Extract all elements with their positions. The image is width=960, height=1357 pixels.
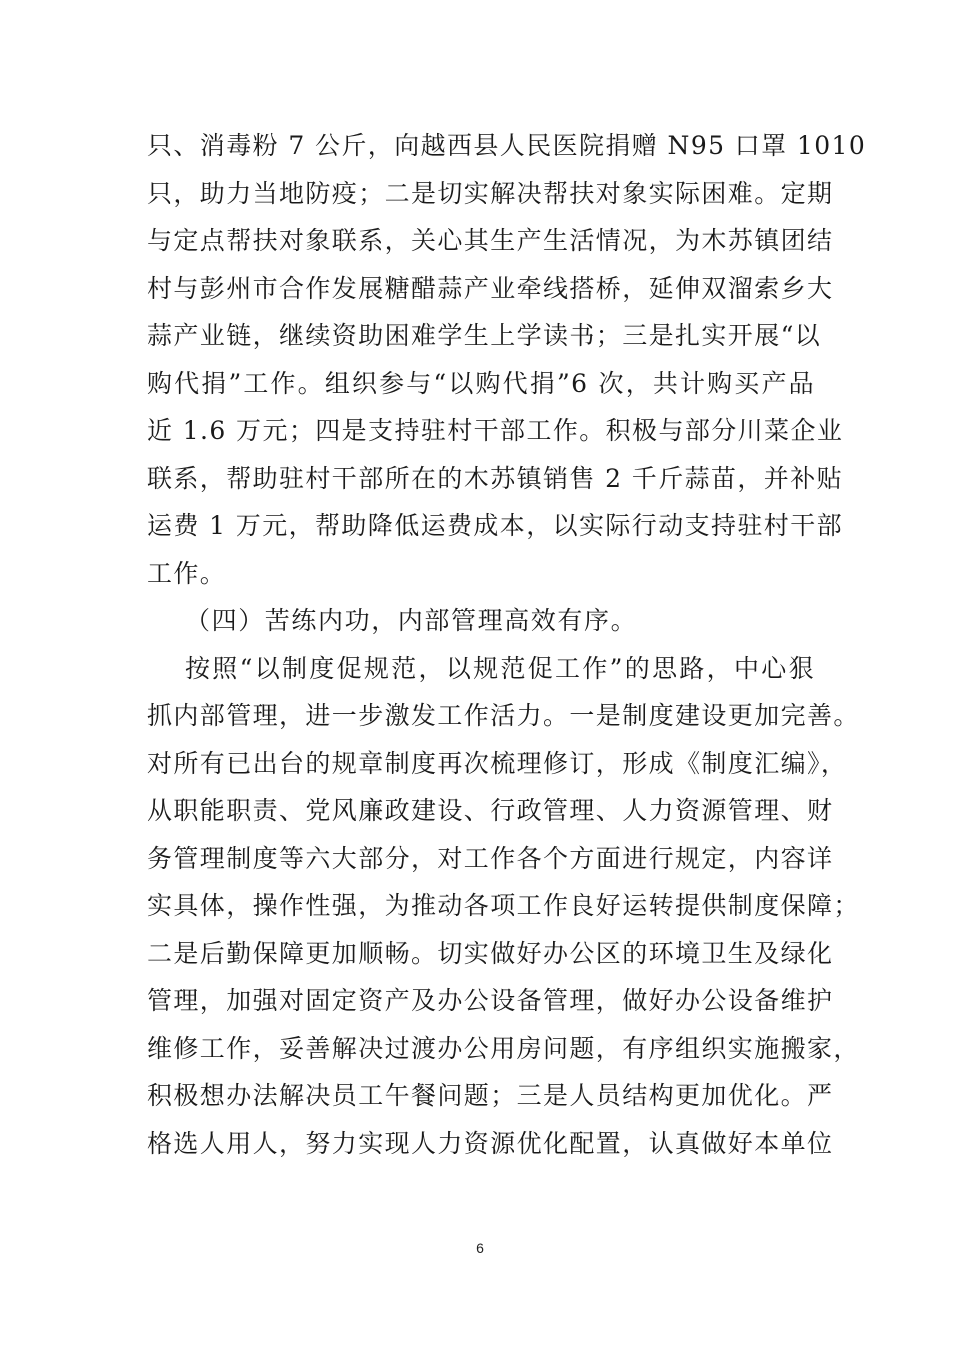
text-line: 只、消毒粉 7 公斤，向越西县人民医院捐赠 N95 口罩 1010: [147, 131, 867, 160]
text-line: 近 1.6 万元；四是支持驻村干部工作。积极与部分川菜企业: [147, 416, 844, 445]
text-line: 联系，帮助驻村干部所在的木苏镇销售 2 千斤蒜苗，并补贴: [147, 463, 844, 493]
body-text: [147, 122, 867, 1167]
text-line: 蒜产业链，继续资助困难学生上学读书；三是扎实开展“以: [147, 321, 822, 350]
text-line: 购代捐”工作。组织参与“以购代捐”6 次，共计购买产品: [147, 368, 815, 398]
text-line: 管理，加强对固定资产及办公设备管理，做好办公设备维护: [147, 986, 834, 1015]
text-line: 对所有已出台的规章制度再次梳理修订，形成《制度汇编》，: [147, 748, 848, 778]
text-line: 工作。: [147, 558, 227, 588]
text-line: 维修工作，妥善解决过渡办公用房问题，有序组织实施搬家，: [147, 1033, 860, 1063]
text-line: 二是后勤保障更加顺畅。切实做好办公区的环境卫生及绿化: [147, 938, 834, 968]
text-line: 只，助力当地防疫；二是切实解决帮扶对象实际困难。定期: [147, 178, 834, 208]
text-line: 格选人用人，努力实现人力资源优化配置，认真做好本单位: [147, 1128, 834, 1158]
text-line: 抓内部管理，进一步激发工作活力。一是制度建设更加完善。: [147, 701, 860, 730]
text-line: 积极想办法解决员工午餐问题；三是人员结构更加优化。严: [147, 1081, 834, 1110]
text-line: 从职能职责、党风廉政建设、行政管理、人力资源管理、财: [147, 796, 834, 825]
text-line: 运费 1 万元，帮助降低运费成本，以实际行动支持驻村干部: [147, 511, 844, 540]
text-line: 与定点帮扶对象联系，关心其生产生活情况，为木苏镇团结: [147, 226, 834, 255]
text-line: 实具体，操作性强，为推动各项工作良好运转提供制度保障；: [147, 891, 860, 920]
page-number: 6: [476, 1240, 484, 1256]
text-line: 村与彭州市合作发展糖醋蒜产业牵线搭桥，延伸双溜索乡大: [147, 273, 834, 303]
text-line: 按照“以制度促规范，以规范促工作”的思路，中心狠: [185, 653, 815, 683]
text-line: 务管理制度等六大部分，对工作各个方面进行规定，内容详: [147, 843, 834, 873]
section-heading: （四）苦练内功，内部管理高效有序。: [185, 606, 638, 635]
